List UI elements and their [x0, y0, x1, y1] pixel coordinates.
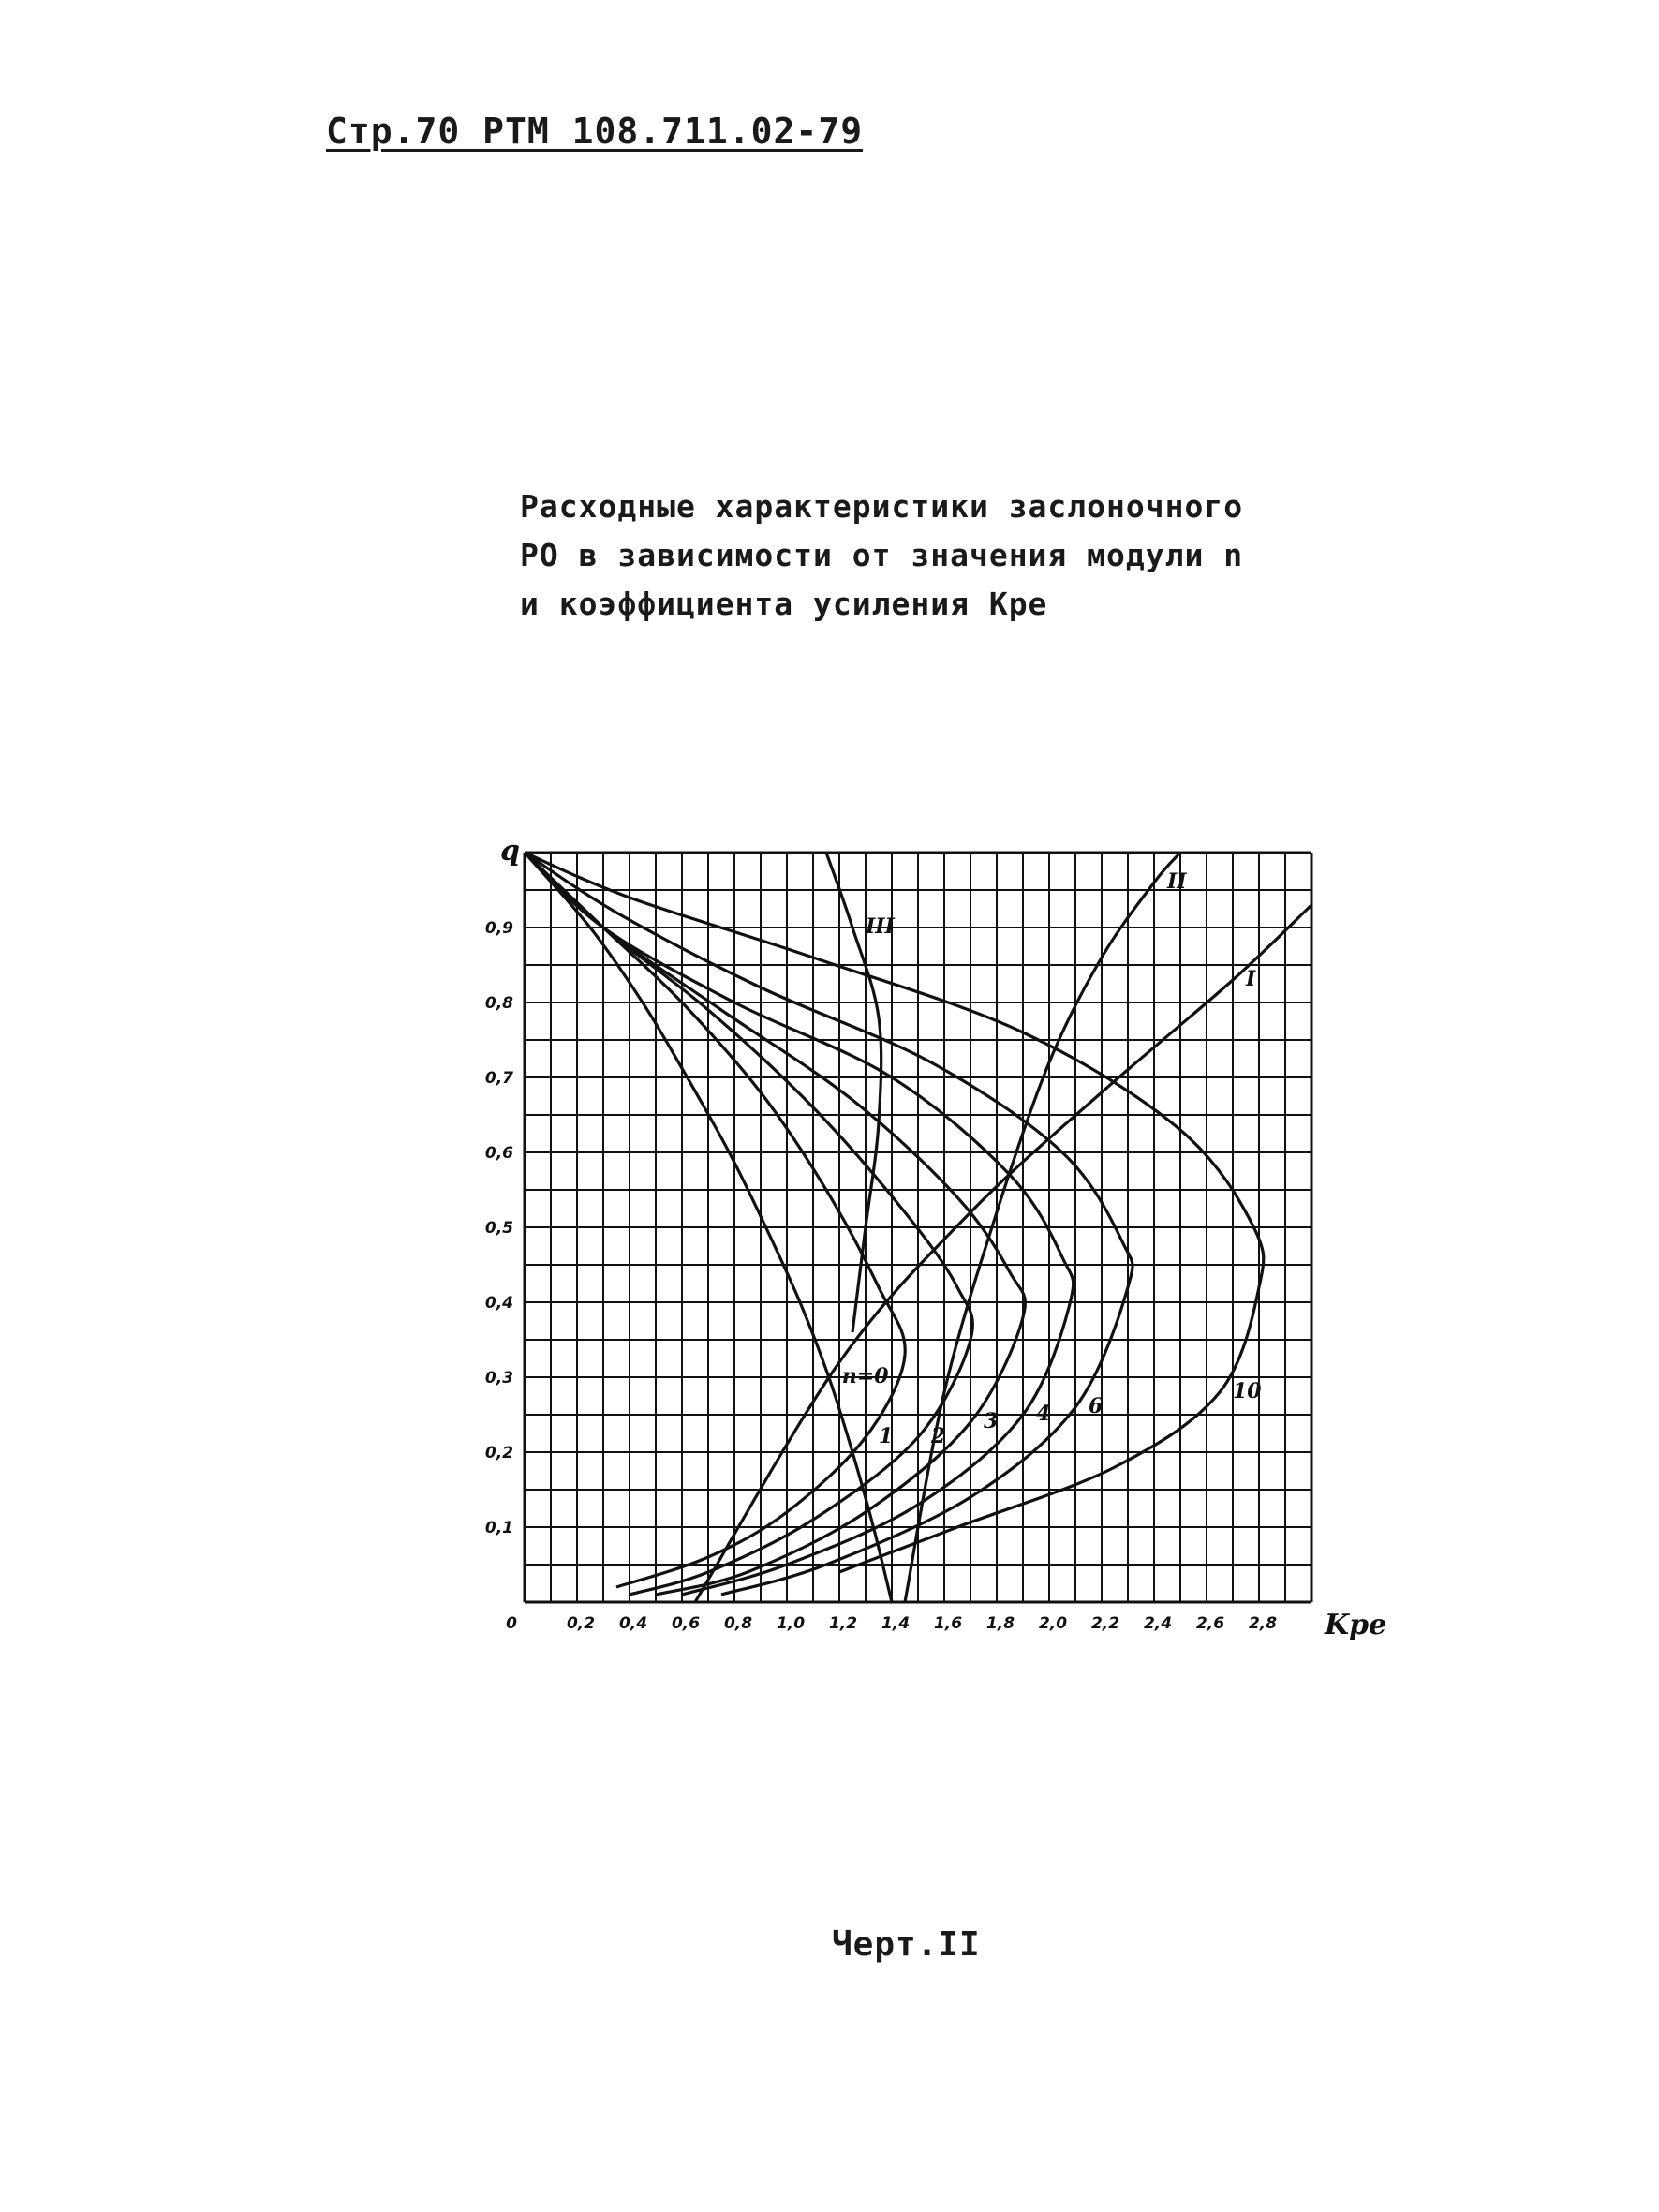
- x-tick-label: 1,6: [933, 1614, 963, 1633]
- figure-title-line-1: Расходные характеристики заслоночного: [520, 488, 1244, 525]
- figure-title-line-2: РО в зависимости от значения модули n: [520, 537, 1244, 573]
- x-tick-label: 2,8: [1248, 1614, 1278, 1633]
- curve-label-1: 1: [879, 1424, 894, 1448]
- y-tick-label: 0,9: [484, 919, 513, 938]
- x-tick-label: 0: [506, 1614, 517, 1633]
- curve-1: [525, 853, 905, 1587]
- y-tick-label: 0,2: [484, 1444, 513, 1462]
- drawing-number: Черт.II: [832, 1925, 981, 1964]
- curve-label-4: 4: [1036, 1402, 1051, 1426]
- figure-title-line-3: и коэффициента усиления Kpe: [520, 586, 1048, 622]
- y-axis-label: q: [500, 835, 520, 868]
- curve-label-2: 2: [931, 1424, 946, 1448]
- x-tick-label: 2,4: [1143, 1614, 1173, 1633]
- x-tick-label: 2,2: [1090, 1614, 1120, 1633]
- x-tick-label: 0,4: [618, 1614, 648, 1633]
- y-tick-label: 0,4: [484, 1294, 513, 1313]
- curve-label-10: 10: [1233, 1379, 1262, 1403]
- y-tick-label: 0,1: [484, 1519, 513, 1537]
- x-tick-label: 0,2: [566, 1614, 596, 1633]
- curve-label-6: 6: [1089, 1394, 1104, 1418]
- x-tick-label: 0,8: [723, 1614, 753, 1633]
- chart-labels: [485, 835, 1386, 1641]
- y-tick-label: 0,6: [484, 1144, 513, 1163]
- curve-label-3: 3: [984, 1409, 999, 1433]
- x-tick-label: 1,0: [776, 1614, 806, 1633]
- y-tick-label: 0,8: [484, 994, 513, 1013]
- x-tick-label: 1,8: [985, 1614, 1015, 1633]
- curve-label-ii: II: [1167, 869, 1187, 894]
- curve-10: [525, 853, 1264, 1572]
- flow-characteristics-chart: [468, 824, 1387, 1686]
- y-tick-label: 0,7: [484, 1069, 513, 1088]
- curve-label-i: I: [1246, 967, 1256, 991]
- x-axis-label: Kpe: [1325, 1609, 1387, 1641]
- x-tick-label: 1,4: [881, 1614, 911, 1633]
- figure-title: [520, 482, 1363, 629]
- curve-label-iii: III: [866, 914, 895, 939]
- x-tick-label: 2,6: [1195, 1614, 1225, 1633]
- x-tick-label: 2,0: [1038, 1614, 1068, 1633]
- x-tick-label: 0,6: [671, 1614, 701, 1633]
- y-tick-label: 0,3: [484, 1369, 513, 1388]
- x-tick-label: 1,2: [828, 1614, 858, 1633]
- y-tick-label: 0,5: [484, 1219, 513, 1238]
- curve-label-n-0: n=0: [841, 1364, 889, 1388]
- page-header: Стр.70 РТМ 108.711.02-79: [326, 111, 864, 152]
